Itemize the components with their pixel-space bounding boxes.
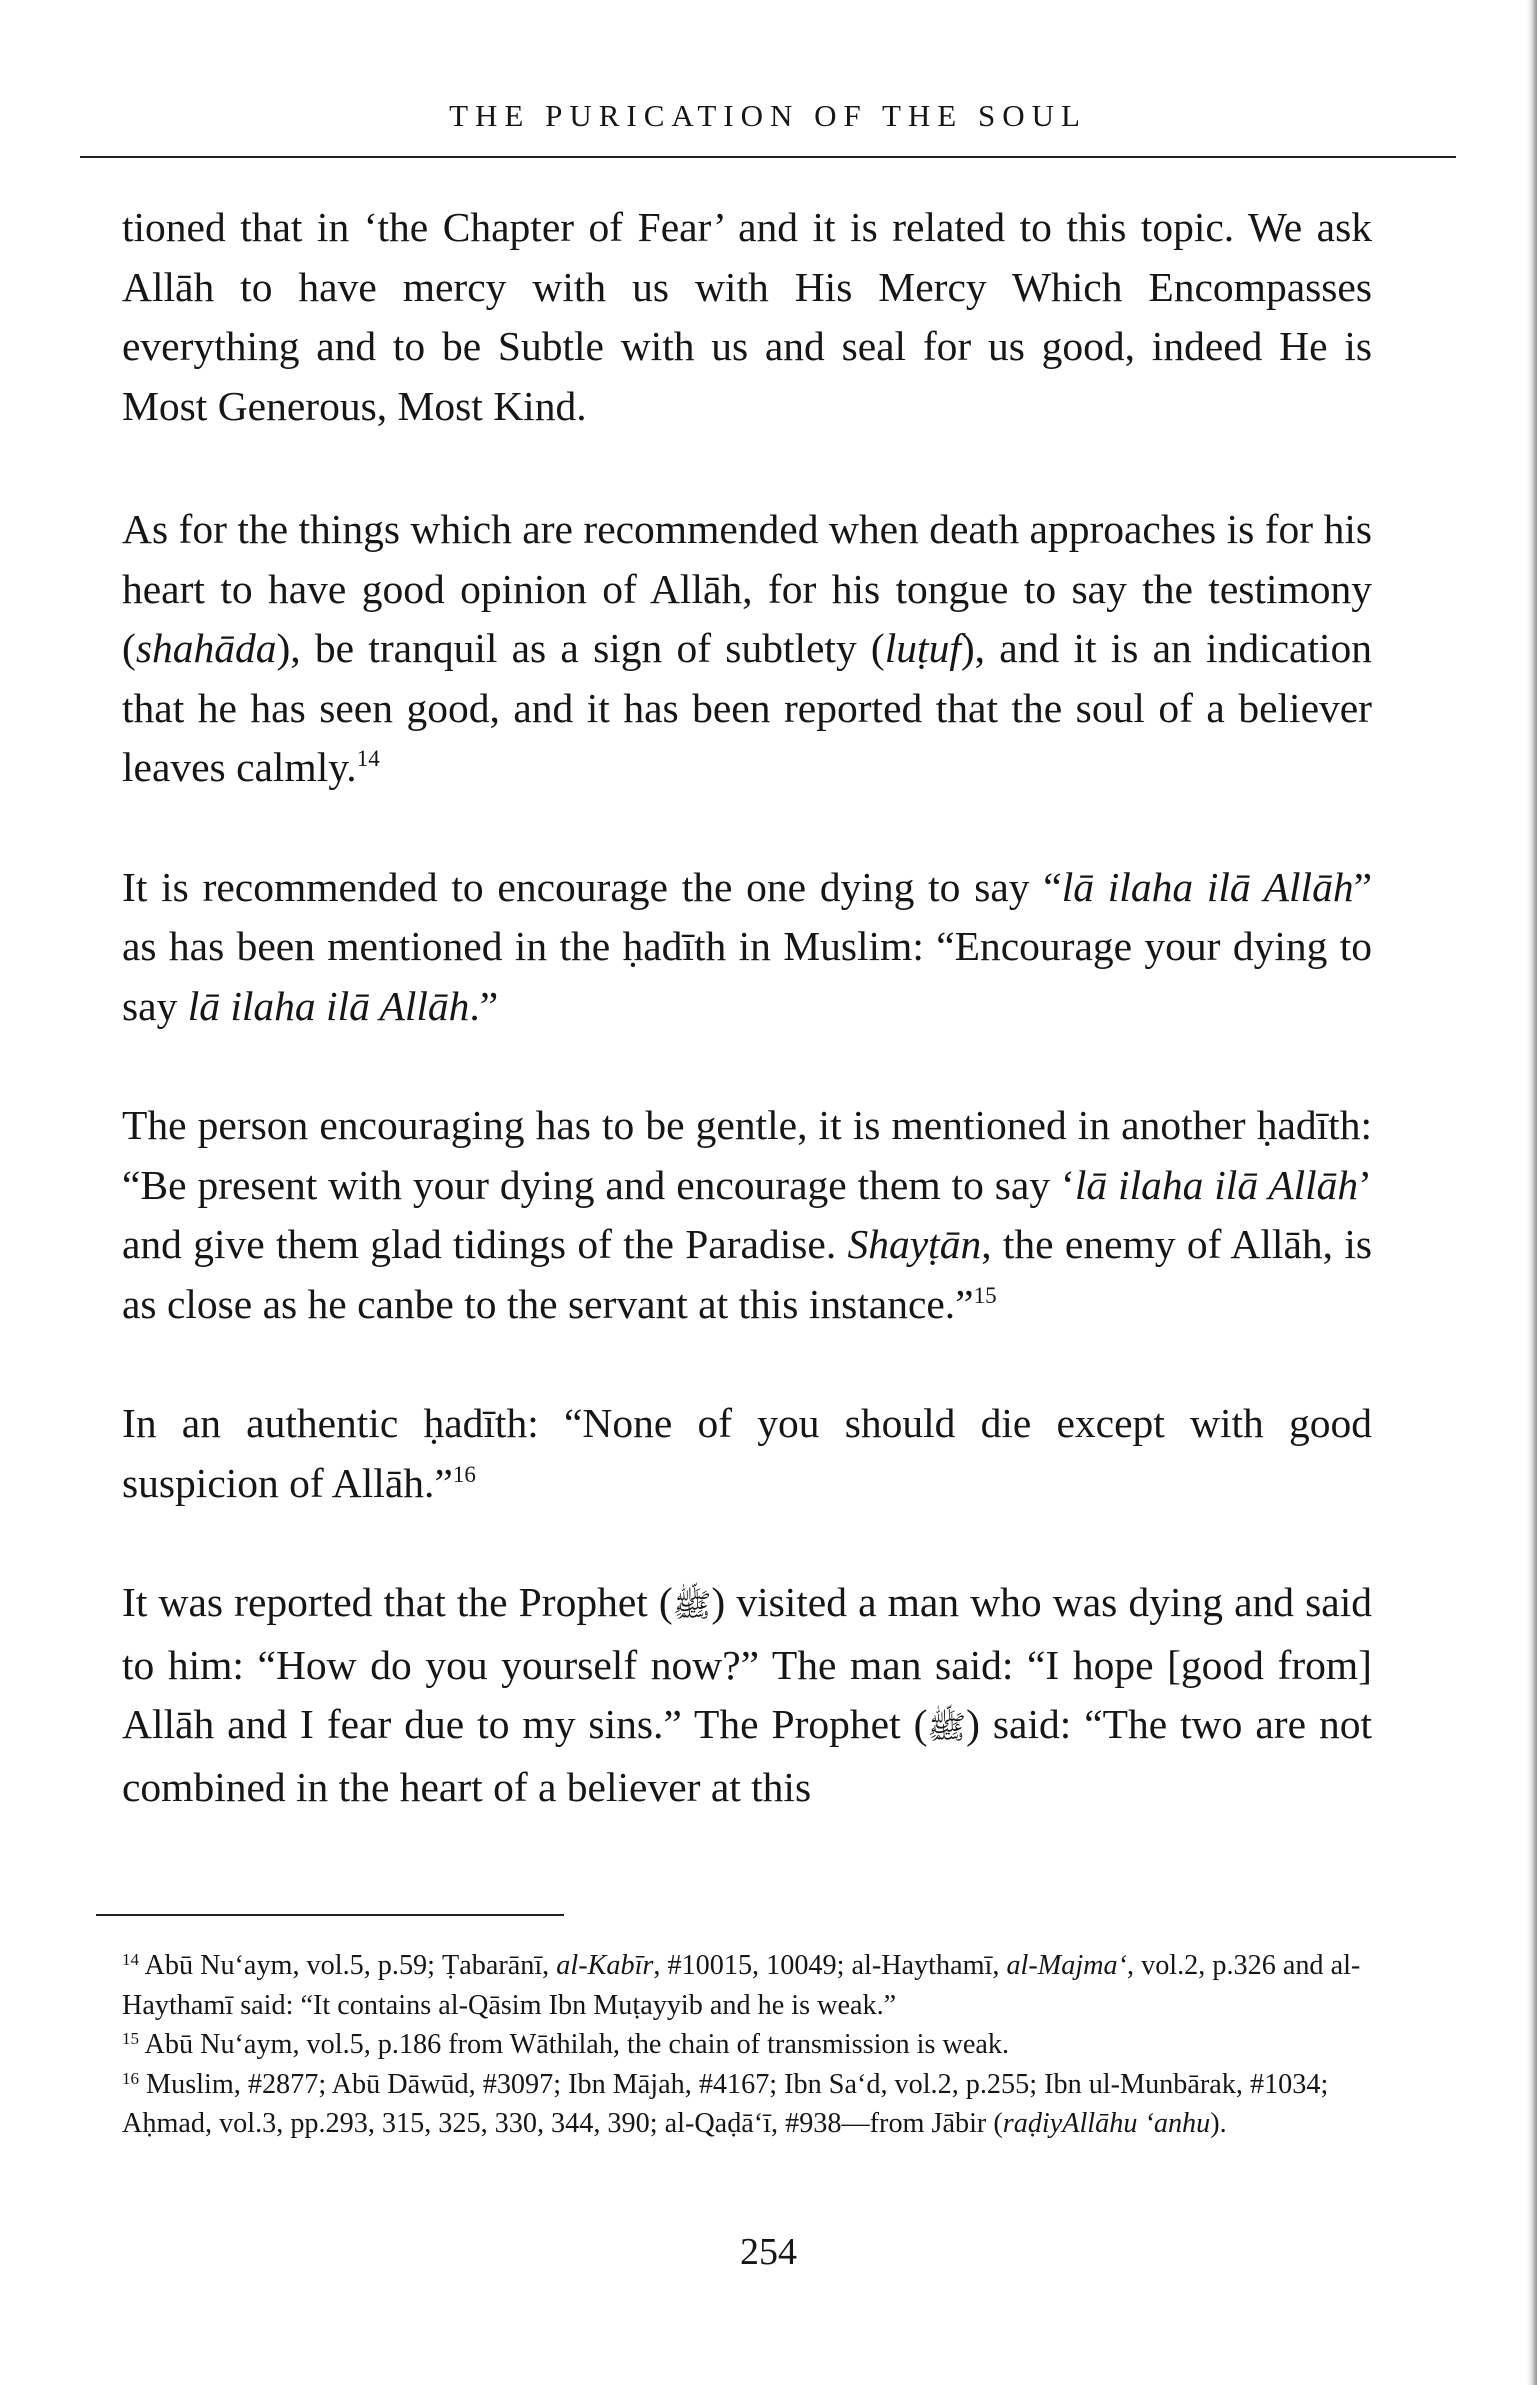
paragraph-5: In an authentic ḥadīth: “None of you should die except with good suspicion of Allāh.”$^{16}$ xyxy=(122,1400,1372,1506)
paragraph-4: The person encouraging has to be gentle, it is mentioned in another ḥadīth: “Be present with your dying and encourage them to say ‘lā ilaha ilā Allāh’ and give them glad tidings of the Paradise. Shayṭān, the enemy of Allāh, is as close as he canbe to the servant at this instance.”$^{15}$ xyxy=(122,1102,1372,1327)
footnote-15: $^{15}$ Abū Nu‘aym, vol.5, p.186 from Wāthilah, the chain of transmission is weak. xyxy=(122,2029,1010,2060)
page-number: 254 xyxy=(740,2231,797,2273)
running-header: THE PURICATION OF THE SOUL xyxy=(449,98,1087,133)
paragraph-2: As for the things which are recommended when death approaches is for his heart to have good opinion of Allāh, for his tongue to say the testimony (shahāda), be tranquil as a sign of subtlety (luṭuf), and it is an indication that he has seen good, and it has been reported that the soul of a believer leaves calmly.$^{14}$ xyxy=(122,506,1373,790)
salawat-symbol: ﷺ xyxy=(927,1709,967,1745)
body-text xyxy=(122,198,1372,1877)
footnote-14: $^{14}$ Abū Nu‘aym, vol.5, p.59; Ṭabarānī, al-Kabīr, #10015, 10049; al-Haythamī, al-Majma‘, vol.2, p.326 and al-Haythamī said: “It contains al-Qāsim Ibn Muṭayyib and he is weak.” xyxy=(122,1950,1361,2021)
header-divider xyxy=(80,156,1456,158)
paragraph-6: It was reported that the Prophet (ﷺ) visited a man who was dying and said to him: “How do you yourself now?” The man said: “I hope [good from] Allāh and I fear due to my sins.” The Prophet (ﷺ) said: “The two are not combined in the heart of a believer at this xyxy=(122,1579,1373,1810)
paragraph-3: It is recommended to encourage the one dying to say “lā ilaha ilā Allāh” as has been mentioned in the ḥadīth in Muslim: “Encourage your dying to say lā ilaha ilā Allāh.” xyxy=(122,863,1373,1029)
footnotes xyxy=(122,1946,1382,2144)
footnote-divider xyxy=(96,1914,564,1916)
page-edge-shadow xyxy=(1527,0,1537,2385)
paragraph-1: tioned that in ‘the Chapter of Fear’ and it is related to this topic. We ask Allāh to have mercy with us with His Mercy Which Encompasses everything and to be Subtle with us and seal for us good, indeed He is Most Generous, Most Kind. xyxy=(122,204,1372,429)
footnote-ref-15: 15 xyxy=(973,1282,997,1308)
footnote-ref-14: 14 xyxy=(356,746,380,771)
footnote-ref-16: 16 xyxy=(452,1461,476,1487)
salawat-symbol: ﷺ xyxy=(672,1587,712,1623)
footnote-16: $^{16}$ Muslim, #2877; Abū Dāwūd, #3097; Ibn Mājah, #4167; Ibn Sa‘d, vol.2, p.255; Ibn ul-Munbārak, #1034; Aḥmad, vol.3, pp.293, 315, 325, 330, 344, 390; al-Qaḍā‘ī, #938—from Jābir (raḍiyAllāhu ‘anhu). xyxy=(122,2068,1329,2139)
